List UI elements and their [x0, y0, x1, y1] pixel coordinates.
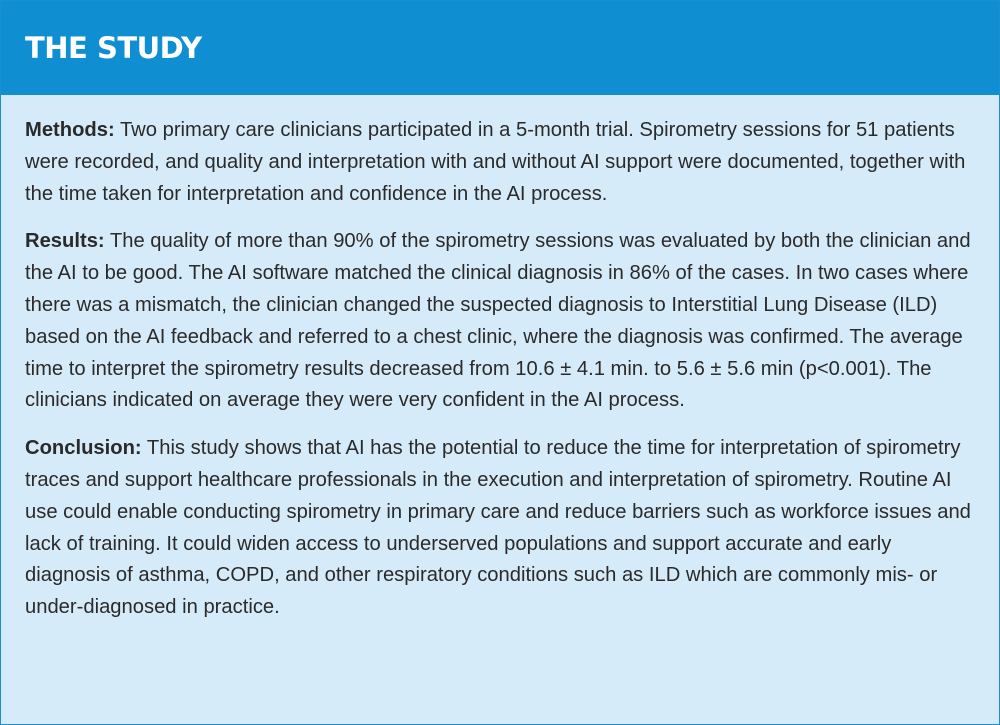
methods-label: Methods:: [25, 119, 115, 141]
results-text: The quality of more than 90% of the spirometry sessions was evaluated by both the clinician and the AI to be good. The AI software matched the clinical diagnosis in 86% of the cases. In two cases where there was a mismatch, the clinician changed the suspected diagnosis to Interstitial Lung Disease (ILD) based on the AI feedback and referred to a chest clinic, where the diagnosis was confirmed. The average time to interpret the spirometry results decreased from 10.6 ± 4.1 min. to 5.6 ± 5.6 min (p<0.001). The clinicians indicated on average they were very confident in the AI process.: [25, 230, 971, 412]
results-paragraph: [25, 226, 975, 417]
methods-text: Two primary care clinicians participated in a 5-month trial. Spirometry sessions for 51 patients were recorded, and quality and interpretation with and without AI support were documented, together with the time taken for interpretation and confidence in the AI process.: [25, 119, 966, 205]
conclusion-text: This study shows that AI has the potential to reduce the time for interpretation of spirometry traces and support healthcare professionals in the execution and interpretation of spirometry. Routine AI use could enable conducting spirometry in primary care and reduce barriers such as workforce issues and lack of training. It could widen access to underserved populations and support accurate and early diagnosis of asthma, COPD, and other respiratory conditions such as ILD which are commonly mis- or under-diagnosed in practice.: [25, 437, 971, 619]
panel-header: [1, 1, 999, 95]
panel-content: [1, 95, 999, 624]
methods-paragraph: [25, 115, 975, 210]
results-label: Results:: [25, 230, 105, 253]
conclusion-paragraph: [25, 433, 975, 624]
conclusion-label: Conclusion:: [25, 437, 142, 460]
panel-title: THE STUDY: [25, 31, 202, 65]
